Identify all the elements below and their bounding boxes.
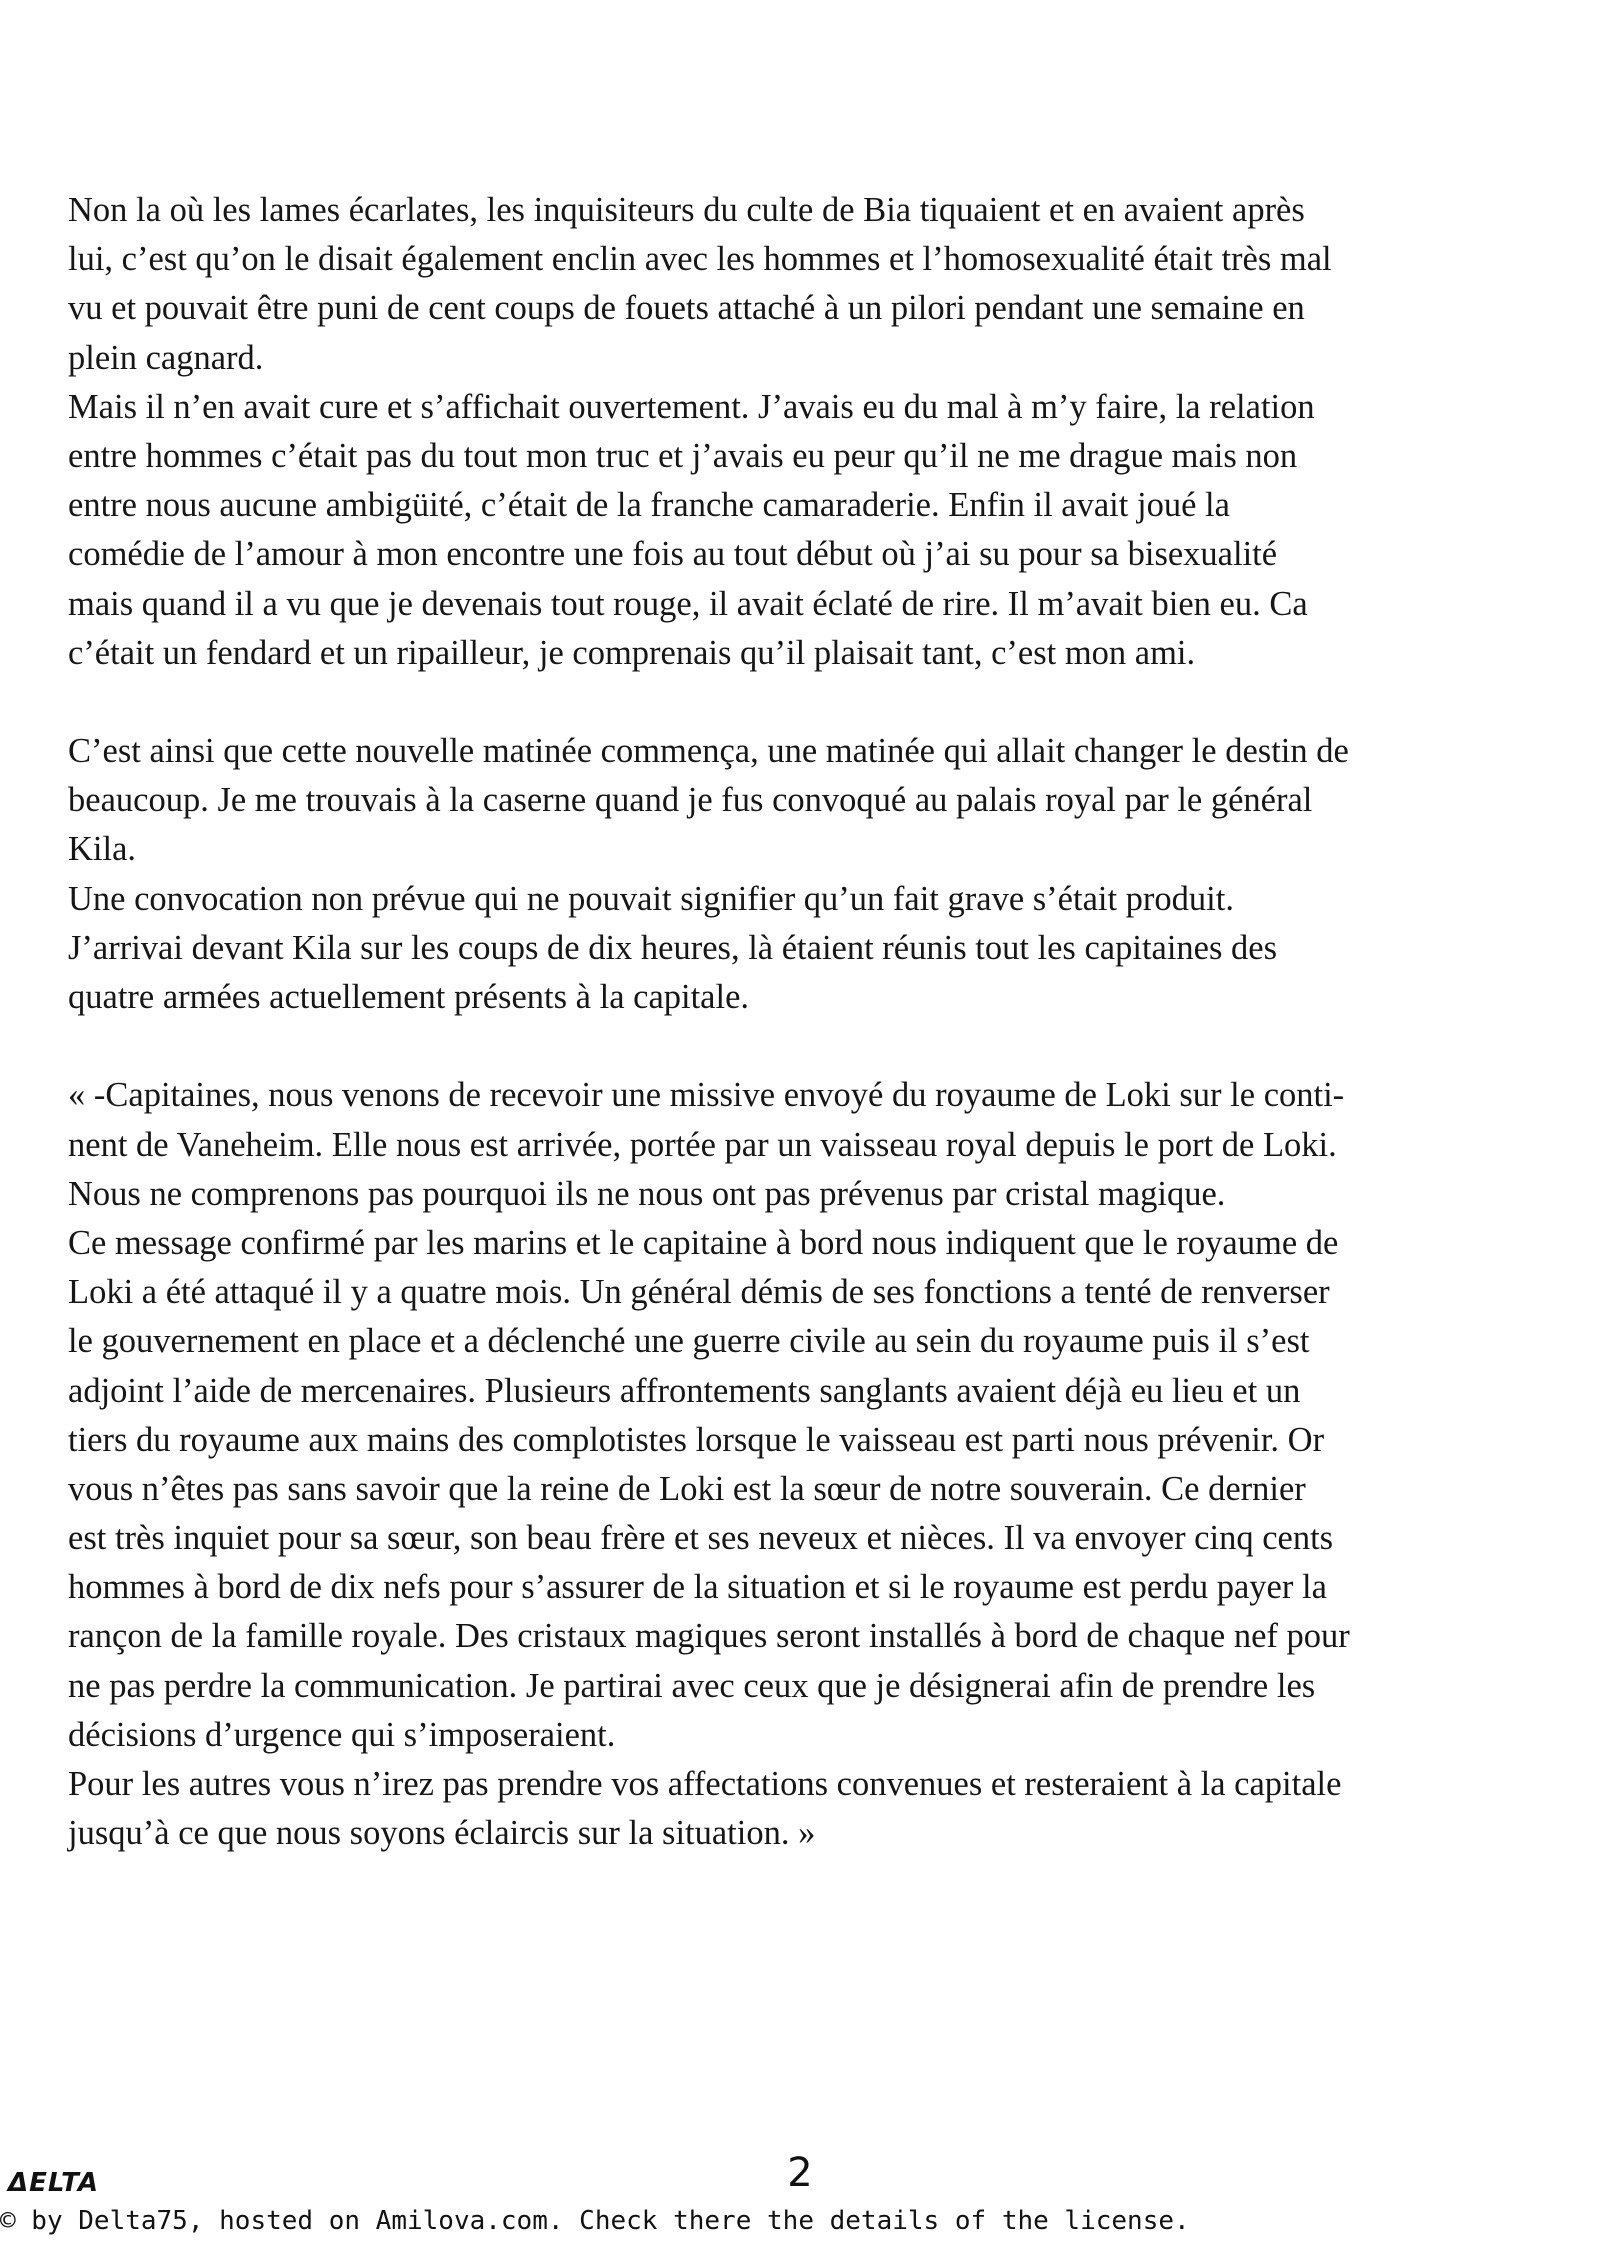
text-line: plein cagnard.	[68, 338, 264, 377]
text-line: Kila.	[68, 830, 137, 869]
paragraph-gap	[68, 1022, 1588, 1071]
page-number: 2	[787, 2150, 813, 2196]
text-line: beaucoup. Je me trouvais à la caserne quand je fus convoqué au palais royal par le général	[68, 781, 1313, 820]
text-line: hommes à bord de dix nefs pour s’assurer de la situation et si le royaume est perdu payer la	[68, 1568, 1327, 1607]
text-line: J’arrivai devant Kila sur les coups de dix heures, là étaient réunis tout les capitaines des	[68, 928, 1278, 967]
paragraph-3	[68, 1071, 1588, 1858]
text-line: « -Capitaines, nous venons de recevoir une missive envoyé du royaume de Loki sur le conti-	[68, 1076, 1345, 1115]
body-text	[68, 186, 1588, 1858]
paragraph-gap	[68, 678, 1588, 727]
text-line: Pour les autres vous n’irez pas prendre vos affectations convenues et resteraient à la capitale	[68, 1765, 1342, 1803]
text-line: mais quand il a vu que je devenais tout rouge, il avait éclaté de rire. Il m’avait bien eu. Ca	[68, 584, 1308, 623]
text-line: adjoint l’aide de mercenaires. Plusieurs affrontements sanglants avaient déjà eu lieu et un	[68, 1371, 1301, 1410]
paragraph-1	[68, 186, 1588, 678]
text-line: rançon de la famille royale. Des cristaux magiques seront installés à bord de chaque nef pour	[68, 1617, 1350, 1656]
text-line: Nous ne comprenons pas pourquoi ils ne nous ont pas prévenus par cristal magique.	[68, 1174, 1226, 1213]
text-line: tiers du royaume aux mains des complotistes lorsque le vaisseau est parti nous prévenir. Or	[68, 1420, 1325, 1459]
text-line: ne pas perdre la communication. Je partirai avec ceux que je désignerai afin de prendre les	[68, 1666, 1316, 1705]
text-line: le gouvernement en place et a déclenché une guerre civile au sein du royaume puis il s’est	[68, 1322, 1310, 1361]
text-line: est très inquiet pour sa sœur, son beau frère et ses neveux et nièces. Il va envoyer cinq cents	[68, 1519, 1334, 1558]
text-line: Mais il n’en avait cure et s’affichait ouvertement. J’avais eu du mal à m’y faire, la relation	[68, 387, 1315, 426]
text-line: C’est ainsi que cette nouvelle matinée commença, une matinée qui allait changer le destin de	[68, 732, 1349, 771]
text-line: nent de Vaneheim. Elle nous est arrivée, portée par un vaisseau royal depuis le port de Loki.	[68, 1125, 1337, 1164]
text-line: entre nous aucune ambigüité, c’était de la franche camaraderie. Enfin il avait joué la	[68, 486, 1230, 525]
text-line: vous n’êtes pas sans savoir que la reine de Loki est la sœur de notre souverain. Ce dernier	[68, 1469, 1306, 1508]
text-line: décisions d’urgence qui s’imposeraient.	[68, 1715, 616, 1754]
text-line: quatre armées actuellement présents à la capitale.	[68, 978, 750, 1016]
text-line: Non la où les lames écarlates, les inquisiteurs du culte de Bia tiquaient et en avaient après	[68, 191, 1305, 229]
text-line: jusqu’à ce que nous soyons éclaircis sur la situation. »	[68, 1814, 816, 1853]
text-line: entre hommes c’était pas du tout mon truc et j’avais eu peur qu’il ne me drague mais non	[68, 436, 1298, 475]
text-line: c’était un fendard et un ripailleur, je comprenais qu’il plaisait tant, c’est mon ami.	[68, 633, 1196, 672]
text-line: Une convocation non prévue qui ne pouvait signifier qu’un fait grave s’était produit.	[68, 879, 1234, 918]
text-line: Ce message confirmé par les marins et le capitaine à bord nous indiquent que le royaume de	[68, 1223, 1339, 1262]
delta-logo: ΔELTA	[8, 2168, 99, 2198]
text-line: Loki a été attaqué il y a quatre mois. Un général démis de ses fonctions a tenté de renverser	[68, 1273, 1330, 1312]
text-line: lui, c’est qu’on le disait également enclin avec les hommes et l’homosexualité était très mal	[68, 240, 1332, 279]
paragraph-2	[68, 727, 1588, 1022]
text-line: vu et pouvait être puni de cent coups de fouets attaché à un pilori pendant une semaine en	[68, 289, 1305, 328]
text-line: comédie de l’amour à mon encontre une fois au tout début où j’ai su pour sa bisexualité	[68, 535, 1278, 574]
license-notice: © by Delta75, hosted on Amilova.com. Check there the details of the license.	[0, 2206, 1190, 2236]
